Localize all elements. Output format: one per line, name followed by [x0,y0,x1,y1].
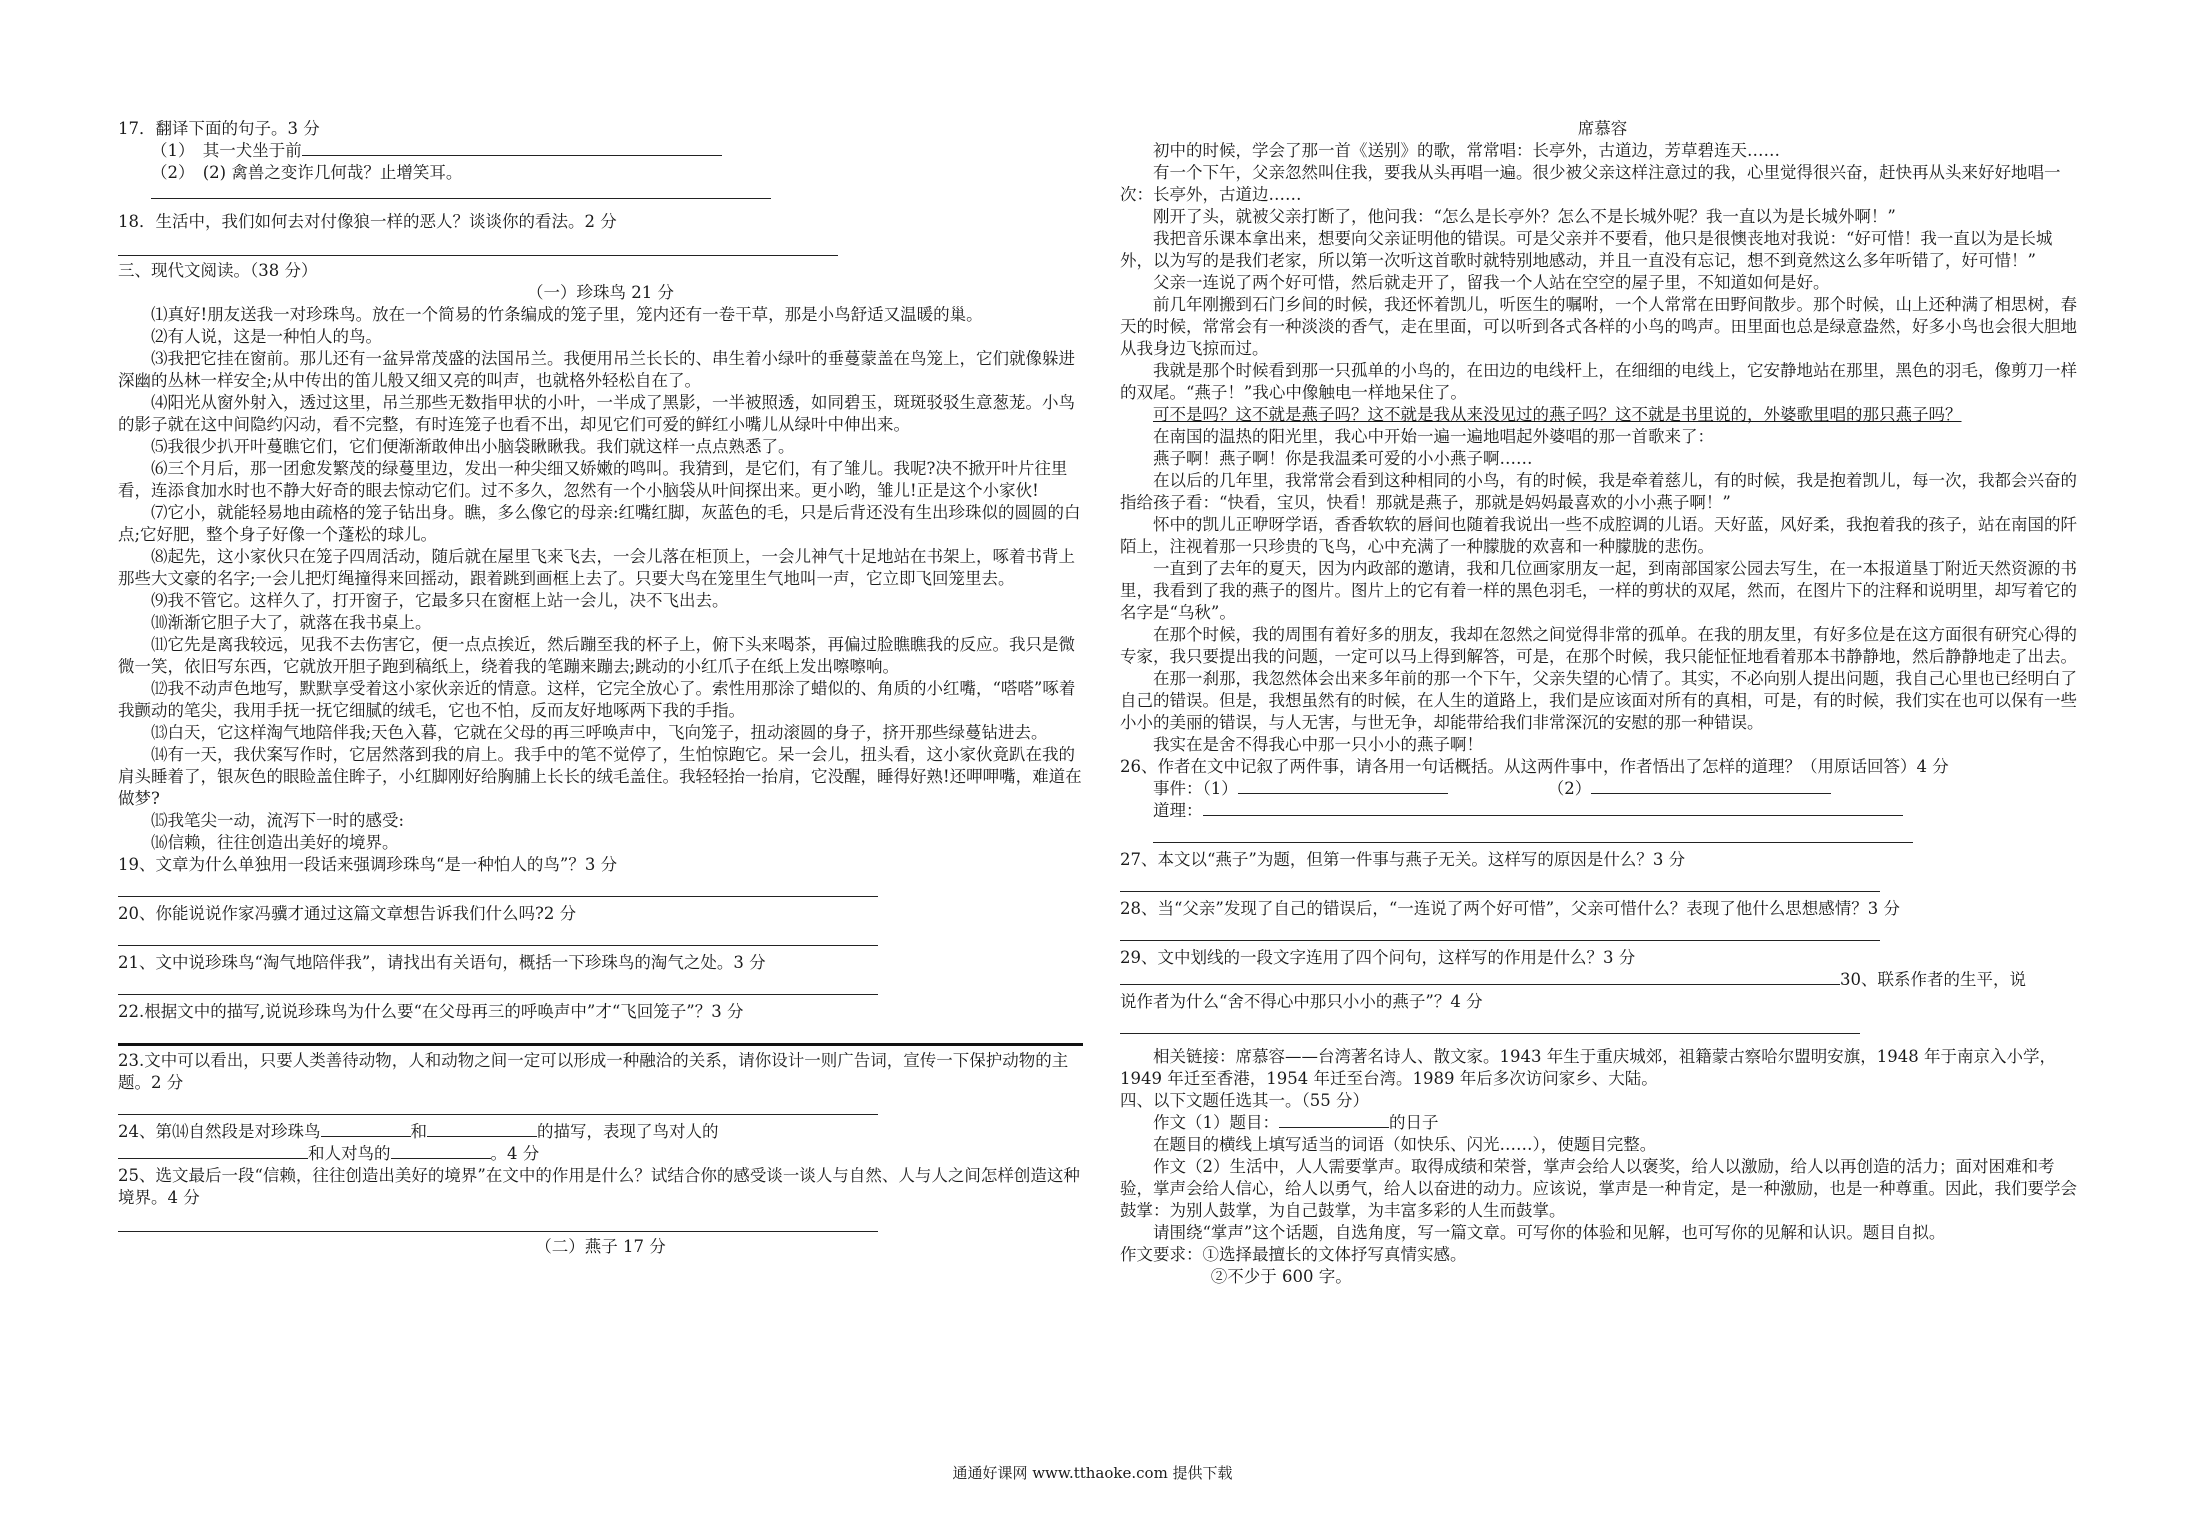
q30-cont: 说作者为什么“舍不得心中那只小小的燕子”？4 分 [1120,992,1483,1011]
paragraph: ⑺它小，就能轻易地由疏格的笼子钻出身。瞧，多么像它的母亲:红嘴红脚，灰蓝色的毛，只是后背还没有生出珍珠似的圆圆的白点;它好肥，整个身子好像一个蓬松的球儿。 [118,503,1081,544]
paragraph: 燕子啊！燕子啊！你是我温柔可爱的小小燕子啊…… [1153,449,1533,468]
paragraph: ⑿我不动声色地写，默默享受着这小家伙亲近的情意。这样，它完全放心了。索性用那涂了蜡似的、角质的小红嘴，“嗒嗒”啄着我颤动的笔尖，我用手抚一抚它细腻的绒毛，它也不怕，反而友好地啄两下我的手指。 [118,679,1076,720]
essay-requirement-2: ②不少于 600 字。 [1210,1267,1352,1286]
paragraph: ⒂我笔尖一动，流泻下一时的感受: [151,811,405,830]
paragraph: ⑼我不管它。这样久了，打开窗子，它最多只在窗框上站一会儿，决不飞出去。 [151,591,729,610]
related-link: 相关链接：席慕容——台湾著名诗人、散文家。1943 年生于重庆城郊，祖籍蒙古察哈尔盟明安旗，1948 年于南京入小学，1949 年迁至香港，1954 年迁至台湾。1989 年后多次访问家乡、大陆。 [1120,1047,2056,1088]
paragraph: ⑷阳光从窗外射入，透过这里，吊兰那些无数指甲状的小叶，一半成了黑影，一半被照透，如同碧玉，斑斑驳驳生意葱茏。小鸟的影子就在这中间隐约闪动，看不完整，有时连笼子也看不出，却见它们可爱的鲜红小嘴儿从绿叶中伸出来。 [118,393,1075,434]
paragraph: 初中的时候，学会了那一首《送别》的歌，常常唱：长亭外，古道边，芳草碧连天…… [1153,141,1780,160]
passage-1-title: （一）珍珠鸟 21 分 [527,283,674,302]
paragraph: ⒀白天，它这样淘气地陪伴我;天色入暮，它就在父母的再三呼唤声中，飞向笼子，扭动滚圆的身子，挤开那些绿蔓钻进去。 [151,723,1048,742]
essay-1: 作文（1）题目： 的日子 [1153,1113,1439,1132]
q20: 20、你能说说作家冯骥才通过这篇文章想告诉我们什么吗?2 分 [118,904,577,923]
essay-2: 作文（2）生活中，人人需要掌声。取得成绩和荣誉，掌声会给人以褒奖，给人以激励，给人以再创造的活力；面对困难和考验，掌声会给人信心，给人以勇气，给人以奋进的动力。应该说，掌声是一种肯定，是一种激励，也是一种尊重。因此，我们要学会鼓掌：为别人鼓掌，为自己鼓掌，为丰富多彩的人生而鼓掌。 [1120,1157,2077,1220]
q23: 23.文中可以看出，只要人类善待动物，人和动物之间一定可以形成一种融洽的关系，请你设计一则广告词，宣传一下保护动物的主题。2 分 [118,1051,1069,1092]
q18: 18．生活中，我们如何去对付像狼一样的恶人？谈谈你的看法。2 分 [118,212,617,231]
paragraph: 在那个时候，我的周围有着好多的朋友，我却在忽然之间觉得非常的孤单。在我的朋友里，有好多位是在这方面很有研究心得的专家，我只要提出我的问题，一定可以马上得到解答，可是，在那个时候，我只能怔怔地看着那本书静静地，然后静静地走了出去。 [1120,625,2077,666]
paragraph: 怀中的凯儿正咿呀学语，香香软软的唇间也随着我说出一些不成腔调的儿语。天好蓝，风好柔，我抱着我的孩子，站在南国的阡陌上，注视着那一只珍贵的飞鸟，心中充满了一种朦胧的欢喜和一种朦胧的悲伤。 [1120,515,2077,556]
paragraph: 在那一刹那，我忽然体会出来多年前的那一个下午，父亲失望的心情了。其实，不必向别人提出问题，我自己心里也已经明白了自己的错误。但是，我想虽然有的时候，在人生的道路上，我们是应该面对所有的真相，可是，有的时候，我们实在也可以保有一些小小的美丽的错误，与人无害，与世无争，却能带给我们非常深沉的安慰的那一种错误。 [1120,669,2077,732]
answer-line [118,931,878,946]
q29: 29、文中划线的一段文字连用了四个问句，这样写的作用是什么？3 分 [1120,948,1636,967]
answer-line [118,1217,878,1232]
q25: 25、选文最后一段“信赖，往往创造出美好的境界”在文中的作用是什么？试结合你的感受谈一谈人与自然、人与人之间怎样创造这种境界。4 分 [118,1166,1080,1207]
paragraph: 刚开了头，就被父亲打断了，他问我：“怎么是长亭外？怎么不是长城外呢？我一直以为是长城外啊！” [1153,207,1896,226]
q27: 27、本文以“燕子”为题，但第一件事与燕子无关。这样写的原因是什么？3 分 [1120,850,1686,869]
q19: 19、文章为什么单独用一段话来强调珍珠鸟“是一种怕人的鸟”？3 分 [118,855,618,874]
page-footer: 通通好课网 www.tthaoke.com 提供下载 [952,1464,1233,1482]
answer-line [1120,1019,1860,1034]
author: 席慕容 [1577,119,1628,138]
paragraph: 有一个下午，父亲忽然叫住我，要我从头再唱一遍。很少被父亲这样注意过的我，心里觉得很兴奋，赶快再从头来好好地唱一次：长亭外，古道边…… [1120,163,2061,204]
answer-line [118,1029,1083,1046]
q26-reason: 道理： [1120,800,2085,822]
essay-1-requirement: 在题目的横线上填写适当的词语（如快乐、闪光……），使题目完整。 [1153,1135,1657,1154]
paragraph: ⑾它先是离我较远，见我不去伤害它，便一点点挨近，然后蹦至我的杯子上，俯下头来喝茶，再偏过脸瞧瞧我的反应。我只是微微一笑，依旧写东西，它就放开胆子跑到稿纸上，绕着我的笔蹦来蹦去;跳动的小红爪子在纸上发出嚓嚓响。 [118,635,1075,676]
paragraph: ⑵有人说，这是一种怕人的鸟。 [151,327,382,346]
answer-line [118,1100,878,1115]
answer-line [118,882,878,897]
answer-line [1120,877,1880,892]
paragraph: 在南国的温热的阳光里，我心中开始一遍一遍地唱起外婆唱的那一首歌来了： [1153,427,1714,446]
paragraph: ⑸我很少扒开叶蔓瞧它们，它们便渐渐敢伸出小脑袋瞅瞅我。我们就这样一点点熟悉了。 [151,437,795,456]
paragraph: ⑹三个月后，那一团愈发繁茂的绿蔓里边，发出一种尖细又娇嫩的鸣叫。我猜到，是它们，有了雏儿。我呢?决不掀开叶片往里看，连添食加水时也不静大好奇的眼去惊动它们。过不多久，忽然有一个小脑袋从叶间探出来。更小哟，雏儿!正是这个小家伙! [118,459,1068,500]
q28: 28、当“父亲”发现了自己的错误后，“一连说了两个好可惜”，父亲可惜什么？表现了他什么思想感情？3 分 [1120,899,1900,918]
q21: 21、文中说珍珠鸟“淘气地陪伴我”，请找出有关语句，概括一下珍珠鸟的淘气之处。3 分 [118,953,766,972]
right-column [1120,118,2085,1288]
q17-item-2: （2） (2) 禽兽之变诈几何哉？止增笑耳。 [151,163,463,182]
q17-item-1: （1） 其一犬坐于前 [118,140,1083,162]
q24: 24、第⒁自然段是对珍珠鸟 和 的描写，表现了鸟对人的 和人对鸟的 。4 分 [118,1122,719,1163]
paragraph: 父亲一连说了两个好可惜，然后就走开了，留我一个人站在空空的屋子里，不知道如何是好。 [1153,273,1830,292]
q26: 26、作者在文中记叙了两件事，请各用一句话概括。从这两件事中，作者悟出了怎样的道理？（用原话回答）4 分 [1120,757,1949,776]
answer-line [1120,926,1880,941]
q30: 30、联系作者的生平，说 [1120,969,2085,991]
paragraph: ⑶我把它挂在窗前。那儿还有一盆异常茂盛的法国吊兰。我便用吊兰长长的、串生着小绿叶的垂蔓蒙盖在鸟笼上，它们就像躲进深幽的丛林一样安全;从中传出的笛儿般又细又亮的叫声，也就格外轻松自在了。 [118,349,1075,390]
section-4-heading: 四、以下文题任选其一。（55 分） [1120,1091,1369,1110]
q22: 22.根据文中的描写,说说珍珠鸟为什么要“在父母再三的呼唤声中”才“飞回笼子”？3 分 [118,1002,744,1021]
paragraph: ⑻起先，这小家伙只在笼子四周活动，随后就在屋里飞来飞去，一会儿落在柜顶上，一会儿神气十足地站在书架上，啄着书背上那些大文豪的名字;一会儿把灯绳撞得来回摇动，跟着跳到画框上去了。只要大鸟在笼里生气地叫一声，它立即飞回笼里去。 [118,547,1075,588]
paragraph: 我就是那个时候看到那一只孤单的小鸟的，在田边的电线杆上，在细细的电线上，它安静地站在那里，黑色的羽毛，像剪刀一样的双尾。“燕子！”我心中像触电一样地呆住了。 [1120,361,2077,402]
left-column [118,118,1083,1258]
paragraph: 一直到了去年的夏天，因为内政部的邀请，我和几位画家朋友一起，到南部国家公园去写生，在一本报道垦丁附近天然资源的书里，我看到了我的燕子的图片。图片上的它有着一样的黑色羽毛，一样的剪状的双尾，然而，在图片下的注释和说明里，却写着它的名字是“乌秋”。 [1120,559,2077,622]
answer-line [1153,828,1913,843]
paragraph: 我把音乐课本拿出来，想要向父亲证明他的错误。可是父亲并不要看，他只是很懊丧地对我说：“好可惜！我一直以为是长城外，以为写的是我们老家，所以第一次听这首歌时就特别地感动，并且一直没有忘记，想不到竟然这么多年听错了，好可惜！” [1120,229,2053,270]
paragraph: 前几年刚搬到石门乡间的时候，我还怀着凯儿，听医生的嘱咐，一个人常常在田野间散步。那个时候，山上还种满了相思树，春天的时候，常常会有一种淡淡的香气，走在里面，可以听到各式各样的小鸟的鸣声。田里面也总是绿意盎然，好多小鸟也会很大胆地从我身边飞掠而过。 [1120,295,2077,358]
passage-2-title: （二）燕子 17 分 [535,1237,666,1256]
q17: 17．翻译下面的句子。3 分 [118,119,320,138]
paragraph: ⑽渐渐它胆子大了，就落在我书桌上。 [151,613,432,632]
answer-line [118,980,878,995]
paragraph: ⒁有一天，我伏案写作时，它居然落到我的肩上。我手中的笔不觉停了，生怕惊跑它。呆一会儿，扭头看，这小家伙竟趴在我的肩头睡着了，银灰色的眼睑盖住眸子，小红脚刚好给胸脯上长长的绒毛盖住。我轻轻抬一抬肩，它没醒，睡得好熟!还呷呷嘴，难道在做梦? [118,745,1082,808]
paragraph: 我实在是舍不得我心中那一只小小的燕子啊！ [1153,735,1483,754]
paragraph: ⒃信赖，往往创造出美好的境界。 [151,833,399,852]
underlined-paragraph: 可不是吗？这不就是燕子吗？这不就是我从来没见过的燕子吗？这不就是书里说的，外婆歌里唱的那只燕子吗？ [1153,405,1962,424]
answer-line [118,241,838,256]
answer-line [151,184,771,199]
essay-requirements: 作文要求：①选择最擅长的文体抒写真情实感。 [1120,1245,1467,1264]
paragraph: ⑴真好!朋友送我一对珍珠鸟。放在一个简易的竹条编成的笼子里，笼内还有一卷干草，那是小鸟舒适又温暖的巢。 [151,305,983,324]
essay-2-topic: 请围绕“掌声”这个话题，自选角度，写一篇文章。可写你的体验和见解，也可写你的见解和认识。题目自拟。 [1153,1223,1946,1242]
paragraph: 在以后的几年里，我常常会看到这种相同的小鸟，有的时候，我是牵着慈儿，有的时候，我是抱着凯儿，每一次，我都会兴奋的指给孩子看：“快看，宝贝，快看！那就是燕子，那就是妈妈最喜欢的小小燕子啊！” [1120,471,2077,512]
section-3-heading: 三、现代文阅读。（38 分） [118,261,318,280]
q26-events: 事件：（1） （2） [1120,778,2085,800]
